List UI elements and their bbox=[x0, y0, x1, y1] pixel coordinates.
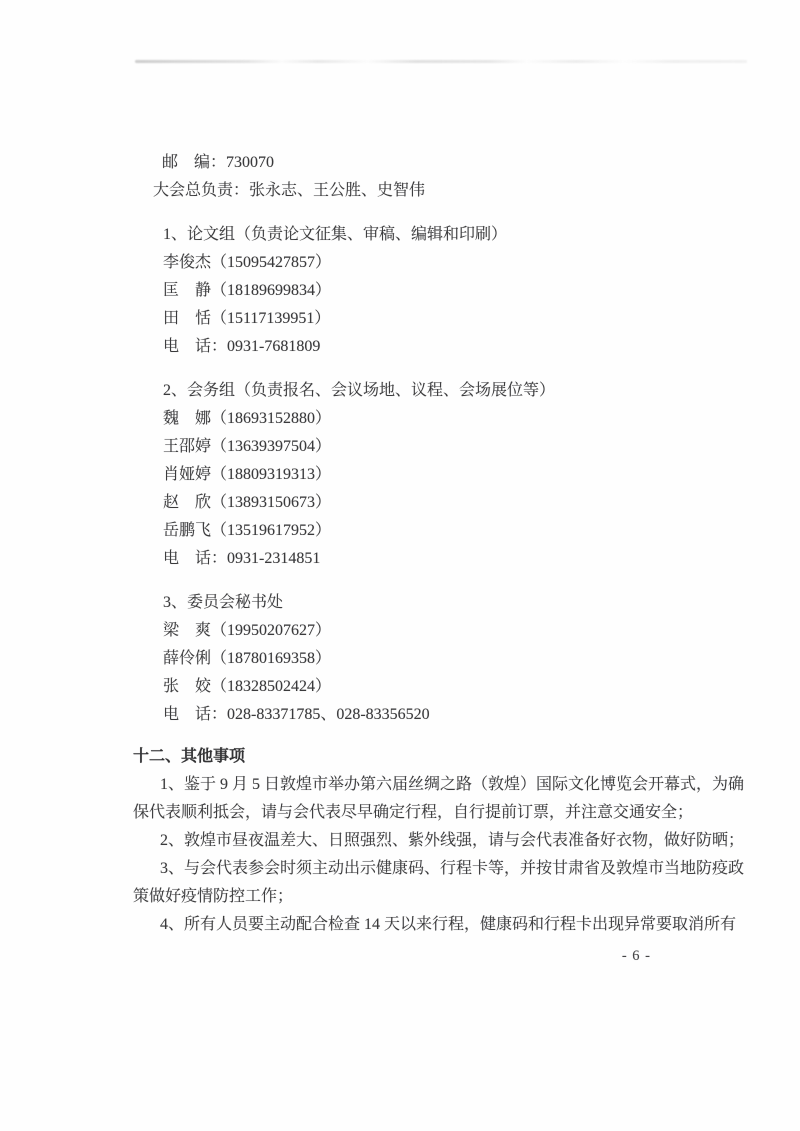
scan-artifact-line bbox=[135, 60, 747, 63]
contact-member-line: 电 话：0931-2314851 bbox=[163, 550, 321, 567]
contact-member-line: 电 话：0931-7681809 bbox=[163, 338, 321, 355]
contact-member-line: 赵 欣（13893150673） bbox=[163, 494, 332, 511]
contact-member-line: 张 姣（18328502424） bbox=[163, 678, 332, 695]
section-heading-other-matters: 十二、其他事项 bbox=[133, 748, 246, 765]
document-content bbox=[133, 149, 748, 939]
paragraph-line: 2、敦煌市昼夜温差大、日照强烈、紫外线强，请与会代表准备好衣物，做好防晒； bbox=[160, 832, 745, 849]
section-paragraphs bbox=[133, 771, 748, 939]
paragraph-line: 保代表顺利抵会，请与会代表尽早确定行程，自行提前订票，并注意交通安全； bbox=[133, 804, 694, 821]
contact-member-line: 王邵婷（13639397504） bbox=[163, 438, 332, 455]
contact-member-line: 匡 静（18189699834） bbox=[163, 282, 332, 299]
page-number: - 6 - bbox=[621, 948, 651, 964]
conference-leader-line: 大会总负责：张永志、王公胜、史智伟 bbox=[153, 182, 426, 199]
contact-group-title: 2、会务组（负责报名、会议场地、议程、会场展位等） bbox=[163, 382, 556, 399]
contact-member-line: 肖娅婷（18809319313） bbox=[163, 466, 332, 483]
contact-member-line: 田 恬（15117139951） bbox=[163, 310, 331, 327]
contact-member-line: 李俊杰（15095427857） bbox=[163, 254, 332, 271]
contact-member-line: 梁 爽（19950207627） bbox=[163, 622, 332, 639]
contact-member-line: 岳鹏飞（13519617952） bbox=[163, 522, 332, 539]
contact-member-line: 电 话：028-83371785、028-83356520 bbox=[163, 706, 430, 723]
contact-member-line: 薛伶俐（18780169358） bbox=[163, 650, 332, 667]
paragraph-line: 4、所有人员要主动配合检查 14 天以来行程，健康码和行程卡出现异常要取消所有 bbox=[160, 916, 737, 933]
paragraph-line: 3、与会代表参会时须主动出示健康码、行程卡等，并按甘肃省及敦煌市当地防疫政 bbox=[160, 860, 745, 877]
paragraph-line: 策做好疫情防控工作； bbox=[133, 888, 294, 905]
contact-group-title: 3、委员会秘书处 bbox=[163, 594, 284, 611]
contact-member-line: 魏 娜（18693152880） bbox=[163, 410, 332, 427]
paragraph-line: 1、鉴于 9 月 5 日敦煌市举办第六届丝绸之路（敦煌）国际文化博览会开幕式，为确 bbox=[160, 776, 745, 793]
contact-groups bbox=[133, 221, 748, 729]
postal-code-line: 邮 编：730070 bbox=[162, 154, 275, 171]
contact-group-title: 1、论文组（负责论文征集、审稿、编辑和印刷） bbox=[163, 226, 508, 243]
